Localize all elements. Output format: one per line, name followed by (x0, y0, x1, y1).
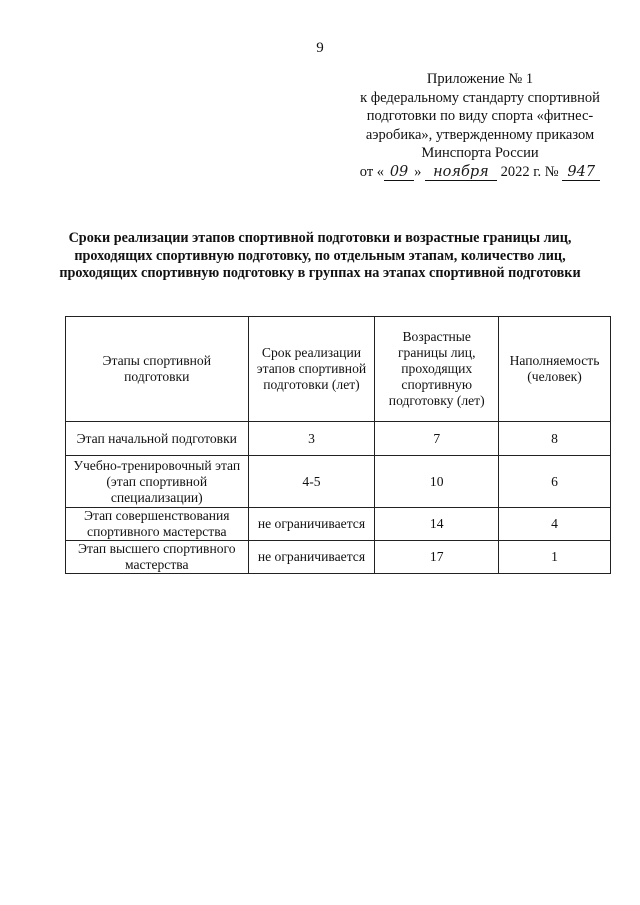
cell-age: 17 (375, 541, 499, 574)
cell-group-size: 1 (499, 541, 611, 574)
header-stages: Этапы спортивной подготовки (66, 317, 249, 422)
cell-group-size: 4 (499, 508, 611, 541)
date-suffix: 2022 г. № (500, 163, 559, 180)
date-mid: » (414, 163, 422, 180)
cell-stage: Учебно-тренировочный этап (этап спортивной специализации) (66, 456, 249, 508)
table-row (66, 422, 611, 456)
appendix-line: подготовки по виду спорта «фитнес- (366, 108, 594, 124)
appendix-line: Приложение № 1 (426, 71, 534, 87)
appendix-line: Минспорта России (421, 145, 539, 161)
order-number-handwritten: 947 (562, 165, 600, 181)
appendix-line: аэробика», утвержденному приказом (365, 126, 595, 143)
cell-stage: Этап высшего спортивного мастерства (66, 541, 249, 574)
order-month-handwritten: ноября (425, 165, 497, 181)
table-header-row (66, 317, 611, 422)
cell-stage: Этап совершенствования спортивного мастерства (66, 508, 249, 541)
appendix-block (345, 70, 615, 181)
cell-age: 10 (375, 456, 499, 508)
order-day-handwritten: 09 (384, 165, 414, 181)
header-age-limits: Возрастные границы лиц, проходящих спортивную подготовку (лет) (375, 317, 499, 422)
cell-age: 14 (375, 508, 499, 541)
date-prefix: от « (359, 163, 385, 180)
header-group-size: Наполняемость (человек) (499, 317, 611, 422)
cell-age: 7 (375, 422, 499, 456)
header-duration: Срок реализации этапов спортивной подготовки (лет) (248, 317, 375, 422)
cell-stage: Этап начальной подготовки (66, 422, 249, 456)
cell-group-size: 6 (499, 456, 611, 508)
stages-table (65, 316, 611, 574)
order-date-line (345, 163, 615, 182)
document-title: Сроки реализации этапов спортивной подготовки и возрастные границы лиц, проходящих спортивную подготовку, по отдельным этапам, количество лиц, проходящих спортивную подготовку в группах на этапах спортивной подготовки (59, 230, 581, 281)
table-row (66, 541, 611, 574)
table-row (66, 456, 611, 508)
table-row (66, 508, 611, 541)
cell-group-size: 8 (499, 422, 611, 456)
cell-duration: 4-5 (248, 456, 375, 508)
appendix-line: к федеральному стандарту спортивной (360, 89, 600, 106)
page-number: 9 (316, 40, 324, 56)
cell-duration: не ограничивается (248, 508, 375, 541)
cell-duration: 3 (248, 422, 375, 456)
cell-duration: не ограничивается (248, 541, 375, 574)
